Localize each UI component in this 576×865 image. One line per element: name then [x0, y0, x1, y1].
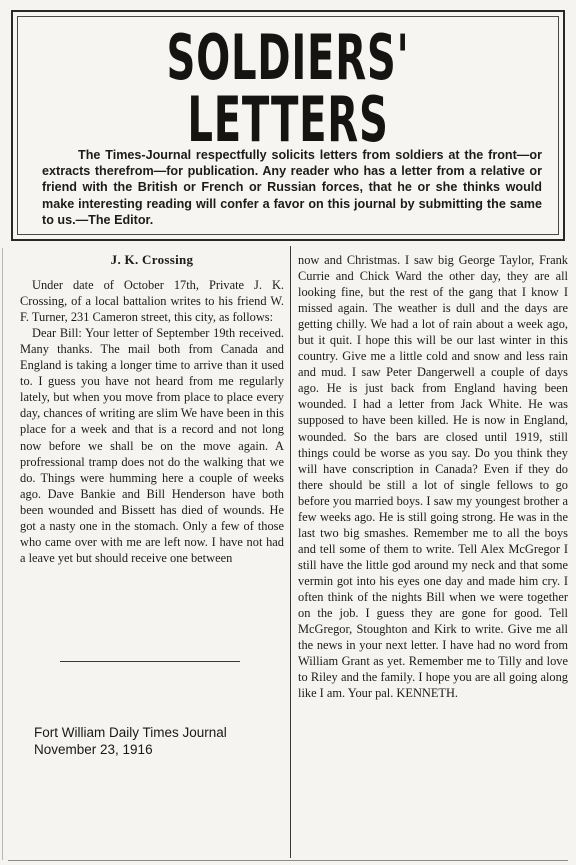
bottom-border	[8, 860, 568, 861]
section-title: SOLDIERS' LETTERS	[166, 21, 410, 156]
letter-text-column-1: Dear Bill: Your letter of September 19th received. Many thanks. The mail both from Canada and England is taking a longer time to arrive than it used to. I guess you have not heard from me regularly lately, but when you move from place to place every day, chances of writing are slim We have been in this place for a week and that is a record and not long now before we shall be on the move again. A profressional tramp does not do the walking that we do. Things were humming here a couple of weeks ago. Dave Bankie and Bill Henderson have both been wounded and Bissett has died of wounds. He got a nasty one in the stomach. Only a few of those who came over with me are left now. I have not had a leave yet but should receive one between	[20, 326, 284, 565]
caption-publication: Fort William Daily Times Journal	[34, 725, 227, 740]
editor-notice	[42, 147, 542, 228]
article-byline: J. K. Crossing	[110, 252, 194, 267]
masthead-box	[11, 10, 565, 241]
column-left-edge	[2, 248, 3, 860]
masthead-inner-border	[17, 16, 559, 235]
letter-text-column-2: now and Christmas. I saw big George Taylor, Frank Currie and Chick Ward the other day, they are all looking fine, but the rest of the gang that I know I missed again. The weather is dull and the days are getting chilly. We had a lot of rain about a week ago, but it quit. I hope this will be our last winter in this country. Give me a little cold and snow and less rain and mud. I saw Peter Dangerwell a couple of days ago. He is just back from England having been wounded. I had a letter from Jack White. He was supposed to have been killed. He is now in England, wounded. So the bars are closed until 1919, still things could be worse as you say. Do you think they will have conscription in Canada? Even if they do there should be still a lot of single fellows to go before you married boys. I saw my youngest brother a few weeks ago. He is still going strong. He was in the last two big smashes. Remember me to all the boys and tell some of them to write. Tell Alex McGregor I still have the little god around my neck and that some vermin got into his eyes one day and made him cry. I often think of the nights Bill when we were together on the job. I guess they are gone for good. Tell McGregor, Stoughton and Kirk to write. Give me all the news in your next letter. I have had no word from William Grant as yet. Remember me to Tilly and love to Riley and the family. I hope you are all going along like I am. Your pal. KENNETH.	[298, 253, 568, 701]
editor-notice-text: The Times-Journal respectfully solicits letters from soldiers at the front—or extracts therefrom—for publication. Any reader who has a letter from a relative or friend with the British or French or Russian forces, that he or she thinks would make interesting reading will confer a favor on this journal by submitting the same to us.—The Editor.	[42, 148, 542, 227]
article-column-2	[298, 252, 568, 701]
article-intro: Under date of October 17th, Private J. K. Crossing, of a local battalion writes to his friend W. F. Turner, 231 Cameron street, this city, as follows:	[20, 278, 284, 325]
article-column-1	[20, 252, 284, 566]
column-end-rule	[60, 661, 240, 662]
caption-date: November 23, 1916	[34, 742, 153, 757]
source-caption	[34, 724, 227, 758]
column-divider	[290, 246, 291, 858]
